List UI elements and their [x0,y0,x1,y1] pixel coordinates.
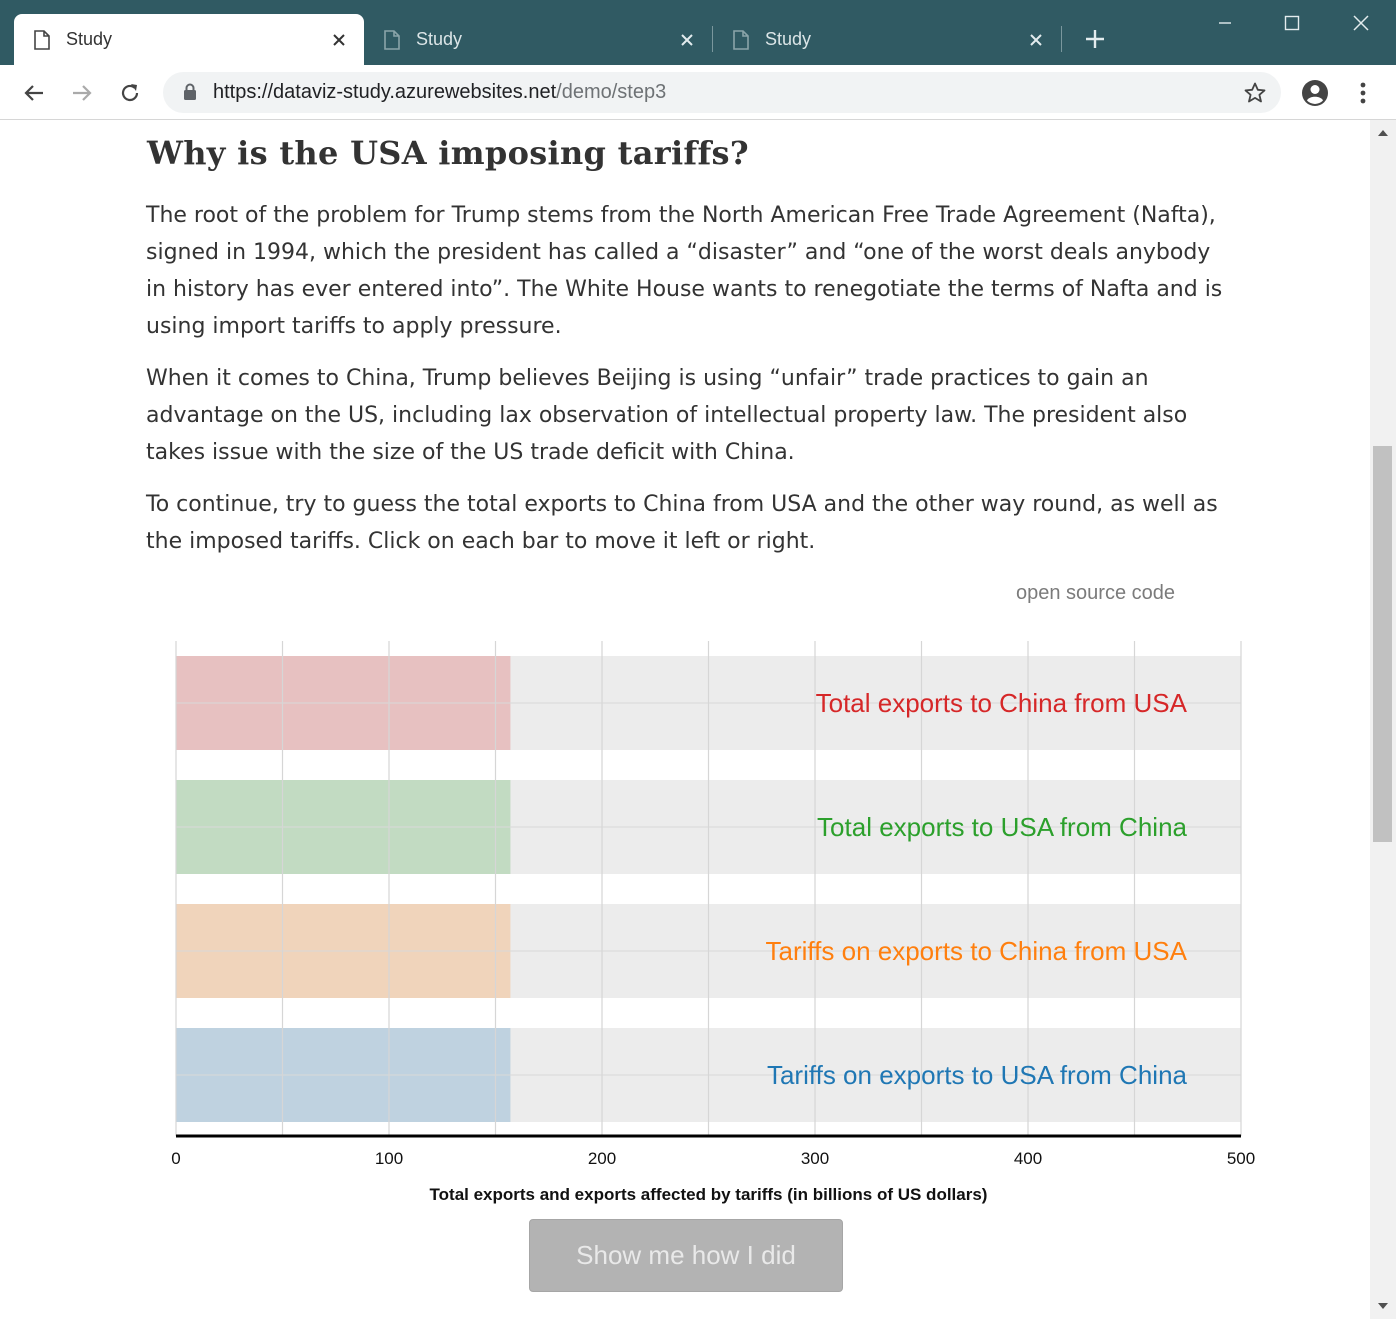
x-tick-label: 300 [800,1149,830,1168]
minimize-button[interactable] [1210,8,1240,38]
url-text [213,81,666,104]
paragraph-nafta: The root of the problem for Trump stems from the North American Free Trade Agreement (Nafta), signed in 1994, which the president has called a “disaster” and “one of the worst deals anybody in history has ever entered into”. The White House wants to renegotiate the terms of Nafta and is using import tariffs to apply pressure. [146,203,1223,339]
reload-icon [118,81,142,105]
lock-icon [183,83,197,101]
page-title: Why is the USA imposing tariffs? [147,134,749,172]
address-bar[interactable] [163,72,1281,113]
paragraph-instructions: To continue, try to guess the total exports to China from USA and the other way round, as well as the imposed tariffs. Click on each bar to move it left or right. [146,492,1218,554]
bar-label: Tariffs on exports to China from USA [765,936,1187,966]
account-icon [1301,79,1329,107]
x-tick-label: 100 [374,1149,404,1168]
x-tick-label: 0 [171,1149,181,1168]
tab-title: Study [765,29,812,49]
browser-titlebar [0,0,1396,65]
x-tick-label: 200 [587,1149,617,1168]
reload-button[interactable] [114,77,146,109]
page-icon [733,30,749,50]
x-axis-label: Total exports and exports affected by tariffs (in billions of US dollars) [429,1185,988,1204]
page-scrollbar[interactable] [1370,120,1396,1319]
plus-icon [1085,29,1105,49]
bar-label: Total exports to USA from China [817,812,1187,842]
x-tick-label: 400 [1013,1149,1043,1168]
scroll-down-icon[interactable] [1378,1303,1388,1309]
page-icon [384,30,400,50]
close-icon [1352,14,1370,32]
profile-button[interactable] [1299,77,1331,109]
scroll-up-icon[interactable] [1378,130,1388,136]
close-tab-icon[interactable] [1025,29,1047,51]
browser-menu-button[interactable] [1349,77,1377,109]
tab-study-3[interactable] [713,14,1061,65]
tab-study-active[interactable] [14,14,364,65]
close-window-button[interactable] [1346,8,1376,38]
arrow-right-icon [70,81,94,105]
maximize-button[interactable] [1277,8,1307,38]
tab-title: Study [66,29,113,49]
x-tick-labels [171,1149,1255,1168]
minimize-icon [1217,15,1233,31]
browser-toolbar [0,65,1396,120]
scrollbar-thumb[interactable] [1373,446,1392,842]
back-button[interactable] [18,77,50,109]
more-vert-icon [1360,82,1366,104]
show-me-how-i-did-button[interactable]: Show me how I did [529,1219,843,1292]
close-tab-icon[interactable] [328,29,350,51]
bars [176,656,510,1122]
bar-label: Tariffs on exports to USA from China [766,1060,1187,1090]
bar-label: Total exports to China from USA [815,688,1187,718]
tab-separator [1061,26,1062,52]
url-path: /demo/step3 [556,81,667,103]
bookmark-star-icon[interactable] [1243,81,1267,105]
paragraph-china: When it comes to China, Trump believes Beijing is using “unfair” trade practices to gain an advantage on the US, including lax observation of intellectual property law. The president also takes issue with the size of the US trade deficit with China. [146,366,1188,465]
url-host: https://dataviz-study.azurewebsites.net [213,81,557,103]
new-tab-button[interactable] [1080,24,1110,54]
page-icon [34,30,50,50]
x-tick-label: 500 [1226,1149,1256,1168]
open-source-code-link[interactable]: open source code [1016,582,1176,604]
maximize-icon [1284,15,1300,31]
close-tab-icon[interactable] [676,29,698,51]
forward-button[interactable] [66,77,98,109]
arrow-left-icon [22,81,46,105]
tab-title: Study [416,29,463,49]
tab-study-2[interactable] [364,14,712,65]
